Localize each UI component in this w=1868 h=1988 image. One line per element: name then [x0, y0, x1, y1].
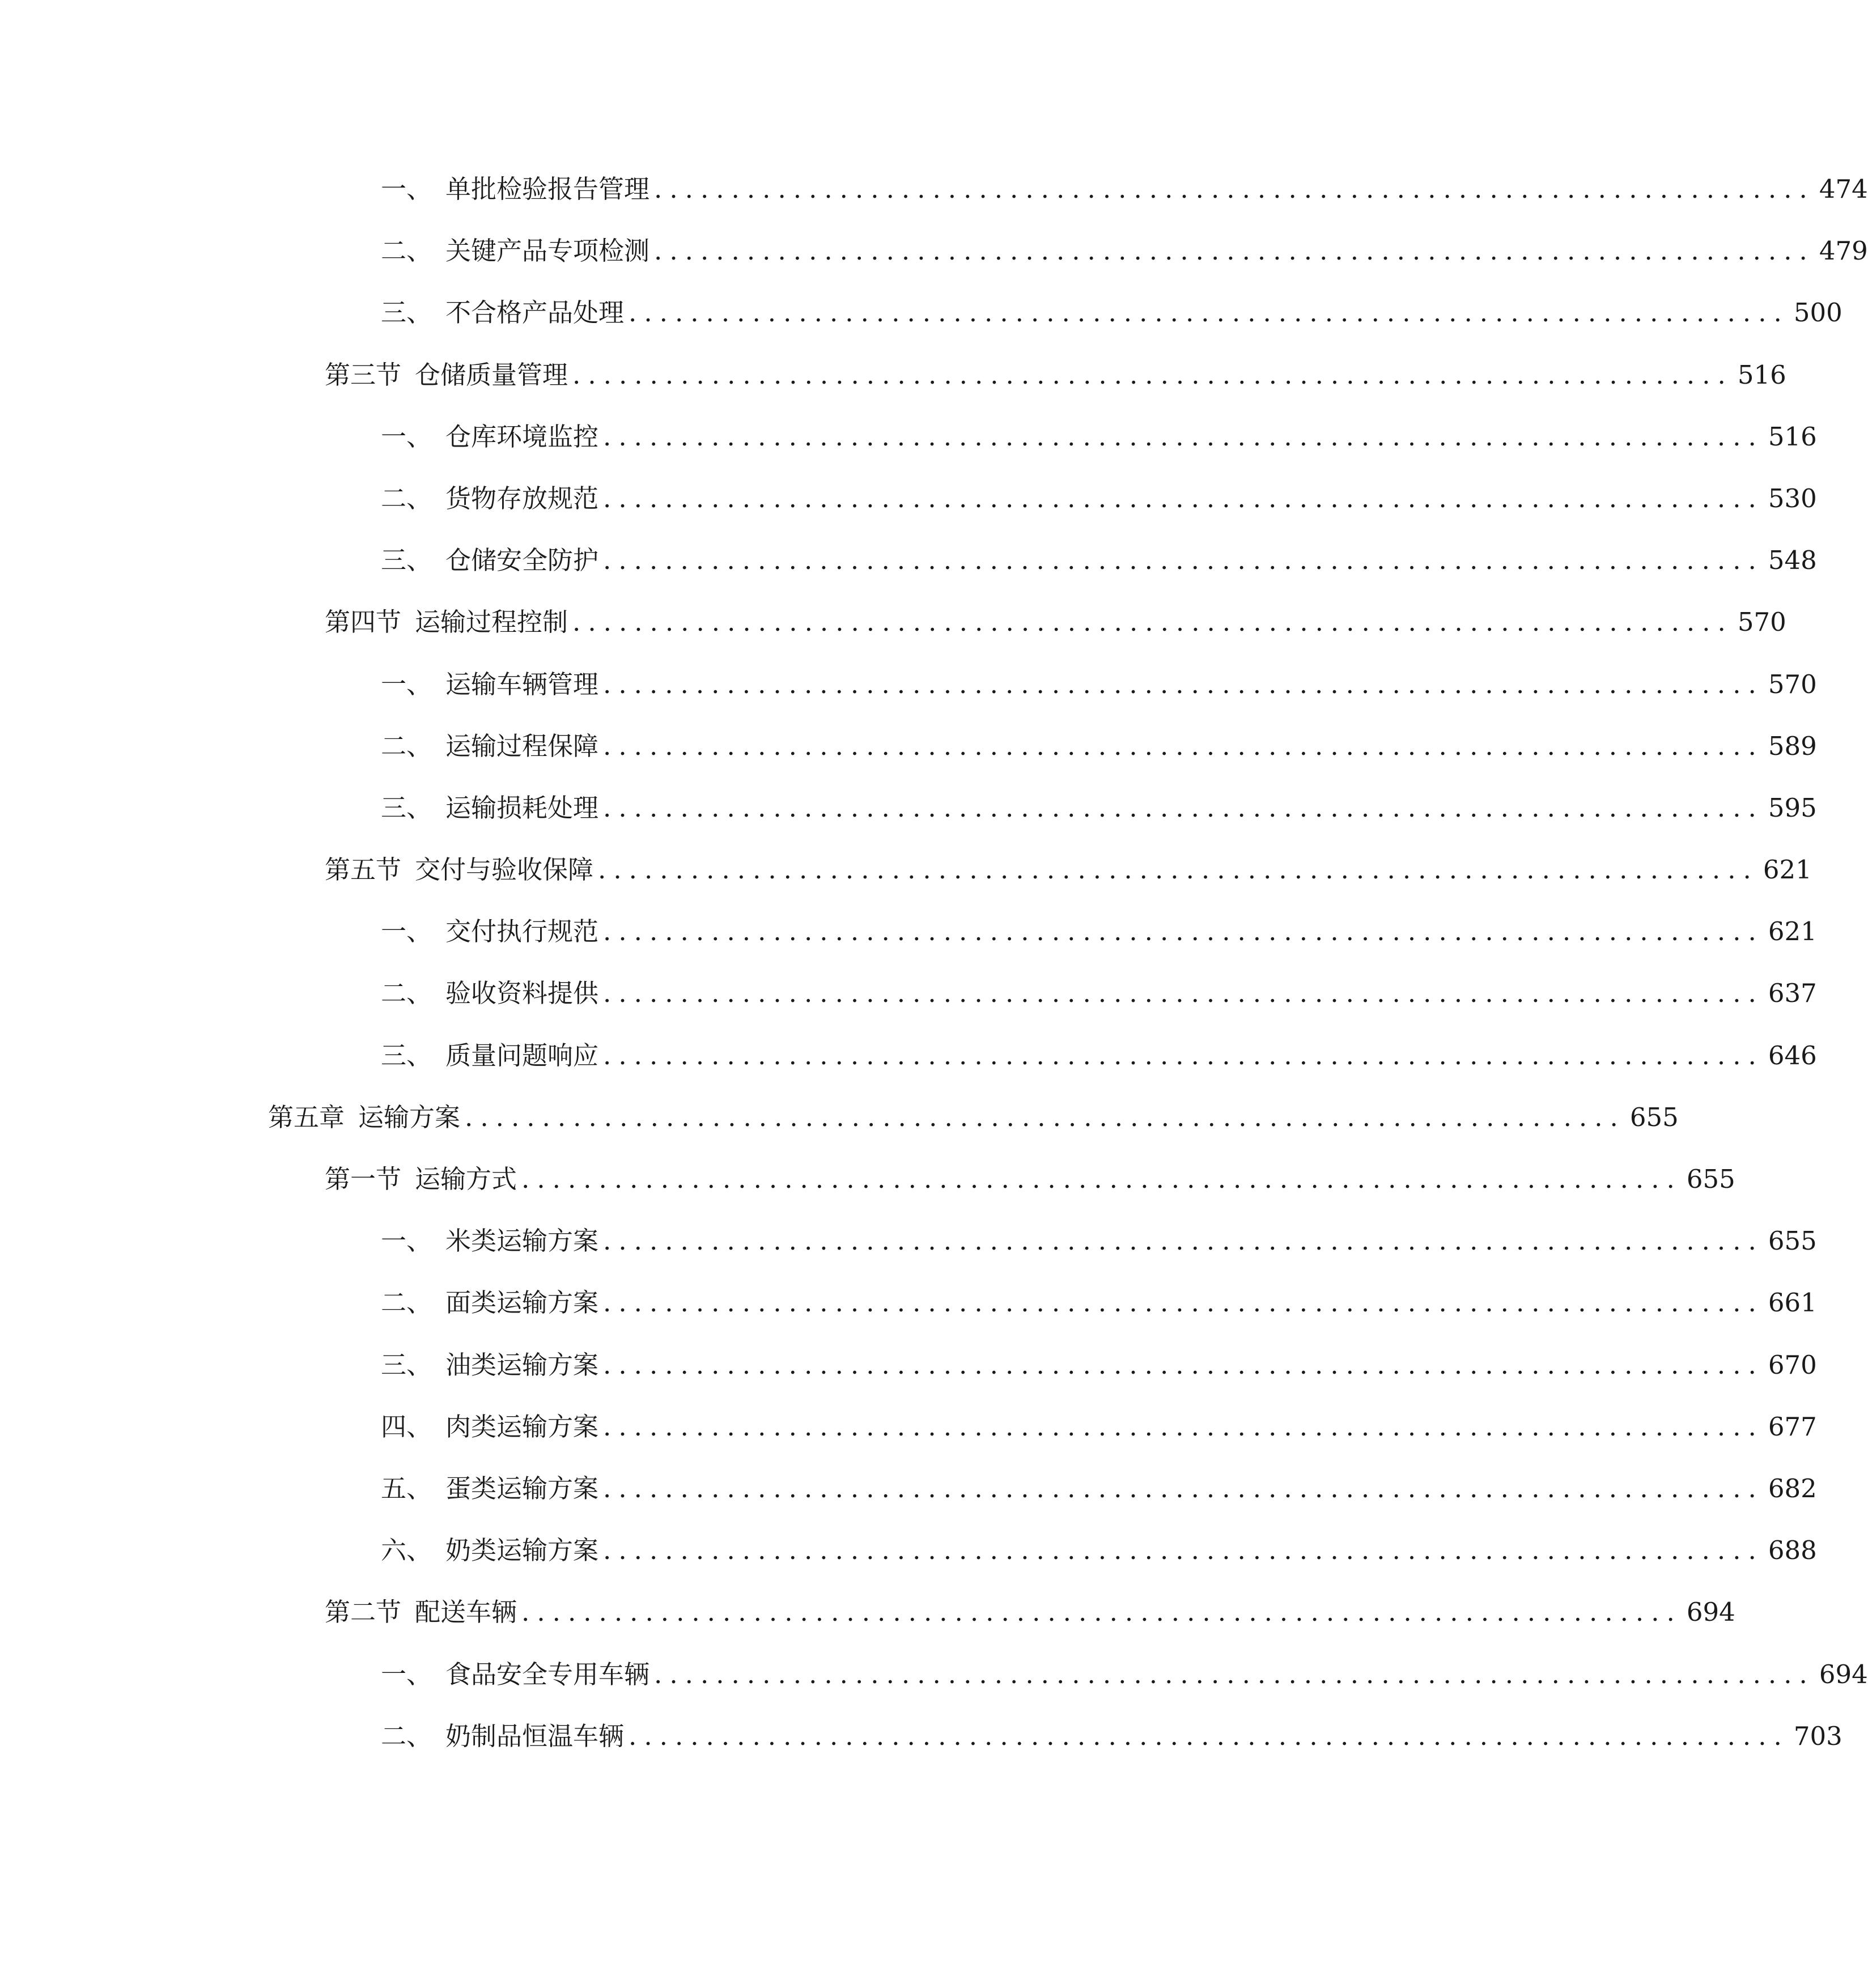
- toc-entry-title: 验收资料提供: [445, 978, 599, 1009]
- toc-entry-line: [381, 1405, 1817, 1448]
- toc-entry[interactable]: [0, 168, 1868, 230]
- toc-dot-leader: ...........................................................................: [654, 1659, 1815, 1689]
- toc-entry-number: 二、: [381, 730, 432, 761]
- toc-entry-line: [381, 1344, 1817, 1387]
- toc-entry-title: 油类运输方案: [445, 1349, 599, 1380]
- toc-entry-number: 一、: [381, 421, 432, 452]
- toc-dot-leader: ...........................................................................: [654, 236, 1815, 266]
- toc-entry-number: 二、: [381, 483, 432, 513]
- toc-entry[interactable]: [0, 1344, 1817, 1405]
- toc-entry-title: 奶制品恒温车辆: [445, 1721, 625, 1751]
- toc-entry[interactable]: [0, 477, 1817, 539]
- toc-entry-line: [325, 601, 1786, 644]
- toc-dot-leader: ...........................................................................: [629, 1721, 1789, 1751]
- toc-entry-line: [381, 1281, 1817, 1324]
- toc-entry-line: [381, 1653, 1868, 1696]
- toc-page-number: 530: [1768, 483, 1817, 513]
- toc-entry[interactable]: [0, 1529, 1817, 1591]
- toc-dot-leader: ...........................................................................: [603, 1473, 1764, 1503]
- toc-entry-title: 仓储安全防护: [445, 545, 599, 576]
- toc-entry-title: 运输车辆管理: [445, 669, 599, 699]
- toc-entry-number: 第四节: [325, 607, 402, 638]
- toc-entry-line: [381, 168, 1868, 211]
- toc-dot-leader: ...........................................................................: [521, 1164, 1682, 1194]
- toc-dot-leader: ...........................................................................: [603, 1411, 1764, 1442]
- toc-entry[interactable]: [0, 1034, 1817, 1096]
- toc-entry-number: 三、: [381, 792, 432, 823]
- toc-entry-number: 三、: [381, 545, 432, 576]
- toc-page-number: 646: [1768, 1040, 1817, 1071]
- toc-dot-leader: ...........................................................................: [603, 545, 1764, 576]
- toc-entry-title: 关键产品专项检测: [445, 236, 650, 266]
- toc-page-number: 570: [1768, 669, 1817, 699]
- table-of-contents: [0, 168, 1868, 1777]
- toc-entry-line: [381, 1529, 1817, 1572]
- toc-entry-number: 三、: [381, 1349, 432, 1380]
- toc-page-number: 682: [1768, 1473, 1817, 1503]
- toc-entry[interactable]: [0, 354, 1786, 415]
- toc-page-number: 500: [1793, 298, 1842, 328]
- toc-entry-number: 第三节: [325, 359, 402, 390]
- toc-dot-leader: ...........................................................................: [603, 669, 1764, 699]
- toc-entry-title: 仓库环境监控: [445, 421, 599, 452]
- toc-entry[interactable]: [0, 539, 1817, 601]
- toc-dot-leader: ...........................................................................: [603, 792, 1764, 823]
- toc-entry[interactable]: [0, 663, 1817, 725]
- toc-entry[interactable]: [0, 1467, 1817, 1529]
- toc-entry-title: 交付与验收保障: [415, 855, 594, 885]
- toc-entry-line: [381, 972, 1817, 1015]
- toc-page-number: 621: [1763, 855, 1812, 885]
- toc-entry[interactable]: [0, 787, 1817, 848]
- toc-entry[interactable]: [0, 1715, 1842, 1777]
- toc-entry-line: [325, 1158, 1735, 1201]
- toc-entry-line: [268, 1096, 1679, 1139]
- toc-dot-leader: ...........................................................................: [603, 421, 1764, 452]
- toc-entry-number: 三、: [381, 1040, 432, 1071]
- toc-entry-line: [381, 230, 1868, 273]
- toc-entry-number: 一、: [381, 174, 432, 204]
- toc-entry-line: [381, 725, 1817, 768]
- toc-entry[interactable]: [0, 601, 1786, 662]
- toc-page-number: 637: [1768, 978, 1817, 1009]
- toc-entry-number: 二、: [381, 978, 432, 1009]
- toc-entry-title: 面类运输方案: [445, 1288, 599, 1318]
- toc-dot-leader: ...........................................................................: [598, 855, 1759, 885]
- toc-page-number: 677: [1768, 1411, 1817, 1442]
- toc-dot-leader: ...........................................................................: [603, 1535, 1764, 1566]
- toc-dot-leader: ...........................................................................: [603, 1288, 1764, 1318]
- toc-dot-leader: ...........................................................................: [572, 607, 1733, 638]
- toc-dot-leader: ...........................................................................: [603, 730, 1764, 761]
- toc-entry-number: 二、: [381, 1721, 432, 1751]
- toc-entry-number: 二、: [381, 1288, 432, 1318]
- toc-entry-line: [381, 1715, 1842, 1758]
- toc-dot-leader: ...........................................................................: [603, 1349, 1764, 1380]
- toc-entry[interactable]: [0, 1220, 1817, 1281]
- toc-entry-line: [381, 787, 1817, 830]
- toc-entry-line: [381, 1220, 1817, 1263]
- toc-entry-title: 质量问题响应: [445, 1040, 599, 1071]
- toc-entry-number: 五、: [381, 1473, 432, 1503]
- toc-entry-title: 奶类运输方案: [445, 1535, 599, 1566]
- toc-entry-number: 第五章: [268, 1102, 345, 1132]
- toc-entry-title: 肉类运输方案: [445, 1411, 599, 1442]
- toc-entry[interactable]: [0, 1096, 1679, 1158]
- toc-entry[interactable]: [0, 725, 1817, 787]
- toc-page-number: 570: [1737, 607, 1786, 638]
- toc-entry-title: 仓储质量管理: [415, 359, 568, 390]
- toc-entry-title: 运输方案: [358, 1102, 461, 1132]
- toc-entry-number: 一、: [381, 1226, 432, 1256]
- toc-entry-number: 四、: [381, 1411, 432, 1442]
- toc-page-number: 516: [1768, 421, 1817, 452]
- toc-entry[interactable]: [0, 1158, 1735, 1220]
- toc-dot-leader: ...........................................................................: [603, 483, 1764, 513]
- toc-entry-line: [381, 910, 1817, 953]
- toc-entry[interactable]: [0, 972, 1817, 1034]
- toc-entry-title: 单批检验报告管理: [445, 174, 650, 204]
- toc-entry-line: [381, 1467, 1817, 1510]
- toc-entry-line: [381, 1034, 1817, 1077]
- toc-entry-number: 第二节: [325, 1597, 402, 1628]
- toc-entry[interactable]: [0, 848, 1812, 910]
- toc-entry-number: 三、: [381, 298, 432, 328]
- toc-entry-number: 六、: [381, 1535, 432, 1566]
- toc-entry[interactable]: [0, 1281, 1817, 1343]
- toc-entry-line: [325, 848, 1812, 891]
- toc-dot-leader: ...........................................................................: [603, 978, 1764, 1009]
- toc-entry[interactable]: [0, 1653, 1868, 1715]
- toc-dot-leader: ...........................................................................: [521, 1597, 1682, 1628]
- toc-entry-line: [381, 539, 1817, 582]
- toc-entry[interactable]: [0, 1591, 1735, 1653]
- toc-page-number: 516: [1737, 359, 1786, 390]
- toc-dot-leader: ...........................................................................: [654, 174, 1815, 204]
- toc-entry-title: 运输方式: [415, 1164, 517, 1194]
- toc-entry-title: 米类运输方案: [445, 1226, 599, 1256]
- toc-entry-title: 不合格产品处理: [445, 298, 625, 328]
- toc-entry-title: 交付执行规范: [445, 916, 599, 947]
- toc-entry-number: 第五节: [325, 855, 402, 885]
- toc-entry-line: [325, 1591, 1735, 1634]
- toc-page-number: 589: [1768, 730, 1817, 761]
- toc-page-number: 661: [1768, 1288, 1817, 1318]
- toc-entry-number: 一、: [381, 669, 432, 699]
- toc-entry-line: [381, 663, 1817, 706]
- toc-entry-title: 蛋类运输方案: [445, 1473, 599, 1503]
- toc-dot-leader: ...........................................................................: [629, 298, 1789, 328]
- toc-dot-leader: ...........................................................................: [603, 1040, 1764, 1071]
- toc-page-number: 655: [1686, 1164, 1735, 1194]
- toc-entry-title: 配送车辆: [415, 1597, 517, 1628]
- toc-dot-leader: ...........................................................................: [572, 359, 1733, 390]
- toc-entry-number: 第一节: [325, 1164, 402, 1194]
- toc-dot-leader: ...........................................................................: [465, 1102, 1625, 1132]
- toc-entry-line: [381, 291, 1842, 334]
- toc-entry-line: [381, 415, 1817, 458]
- toc-page-number: 595: [1768, 792, 1817, 823]
- toc-page-number: 548: [1768, 545, 1817, 576]
- toc-page-number: 479: [1819, 236, 1868, 266]
- toc-entry-number: 二、: [381, 236, 432, 266]
- toc-entry-title: 运输过程保障: [445, 730, 599, 761]
- toc-entry-number: 一、: [381, 1659, 432, 1689]
- toc-page-number: 694: [1819, 1659, 1868, 1689]
- toc-entry-number: 一、: [381, 916, 432, 947]
- toc-page-number: 621: [1768, 916, 1817, 947]
- toc-page-number: 474: [1819, 174, 1868, 204]
- toc-page-number: 655: [1629, 1102, 1679, 1132]
- toc-page-number: 694: [1686, 1597, 1735, 1628]
- toc-dot-leader: ...........................................................................: [603, 916, 1764, 947]
- toc-entry-title: 运输过程控制: [415, 607, 568, 638]
- toc-page-number: 655: [1768, 1226, 1817, 1256]
- toc-entry-line: [381, 477, 1817, 520]
- toc-entry-title: 食品安全专用车辆: [445, 1659, 650, 1689]
- toc-entry[interactable]: [0, 910, 1817, 972]
- toc-page-number: 703: [1793, 1721, 1842, 1751]
- toc-page-number: 670: [1768, 1349, 1817, 1380]
- toc-entry[interactable]: [0, 415, 1817, 477]
- toc-entry-title: 运输损耗处理: [445, 792, 599, 823]
- toc-dot-leader: ...........................................................................: [603, 1226, 1764, 1256]
- toc-page-number: 688: [1768, 1535, 1817, 1566]
- toc-entry[interactable]: [0, 1405, 1817, 1467]
- toc-entry[interactable]: [0, 291, 1842, 353]
- toc-entry[interactable]: [0, 230, 1868, 291]
- toc-entry-title: 货物存放规范: [445, 483, 599, 513]
- toc-entry-line: [325, 354, 1786, 397]
